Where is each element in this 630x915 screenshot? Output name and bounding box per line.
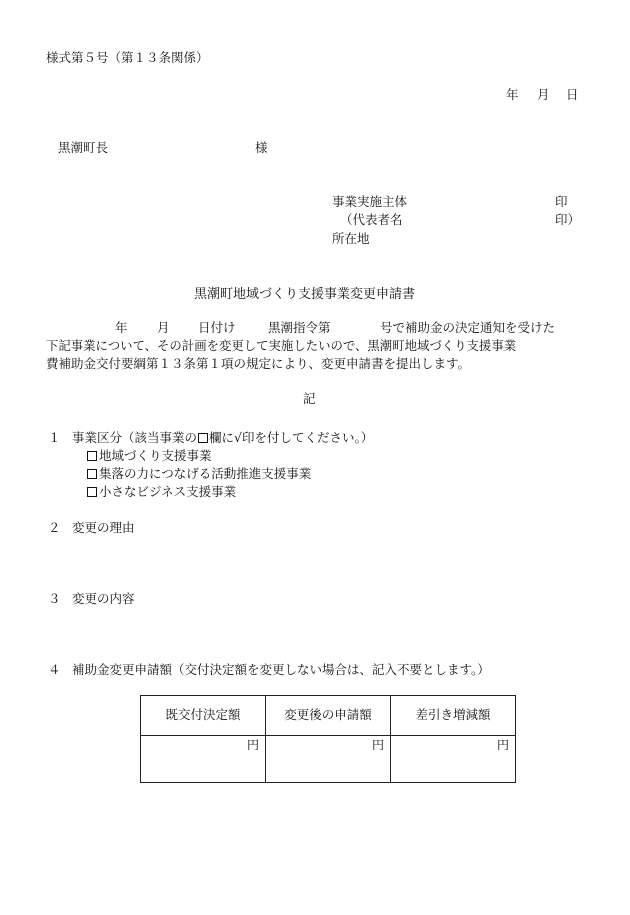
option-label: 小さなビジネス支援事業 [99, 484, 237, 499]
ki-marker: 記 [303, 391, 316, 406]
option-row[interactable] [87, 486, 236, 499]
checkbox-icon[interactable] [87, 469, 97, 479]
item3-number: ３ [48, 591, 61, 606]
checkbox-icon [198, 433, 208, 443]
body-dated: 日付け [198, 320, 236, 335]
body-month: 月 [157, 320, 170, 335]
option-row[interactable] [87, 468, 311, 481]
date-month-label: 月 [537, 87, 550, 102]
body-line2: 下記事業について、その計画を変更して実施したいので、黒潮町地域づくり支援事業 [46, 338, 517, 353]
entity-seal: 印 [555, 194, 568, 209]
checkbox-icon[interactable] [87, 451, 97, 461]
date-day-label: 日 [566, 87, 579, 102]
yen-unit: 円 [371, 738, 384, 752]
table-row [141, 736, 516, 783]
address-label: 所在地 [332, 231, 370, 246]
option-label: 集落の力につなげる活動推進支援事業 [99, 466, 312, 481]
header-prior-amount: 既交付決定額 [141, 696, 266, 736]
item1-heading [72, 432, 373, 445]
option-label: 地域づくり支援事業 [99, 448, 212, 463]
body-directive: 黒潮指令第 [268, 320, 331, 335]
document-title: 黒潮町地域づくり支援事業変更申請書 [194, 287, 416, 302]
difference-cell[interactable] [391, 736, 516, 783]
item1-heading-after: 欄に√印を付してください。） [209, 430, 374, 445]
addressee-name: 黒潮町長 [58, 140, 109, 155]
form-number: 様式第５号（第１３条関係） [46, 50, 209, 65]
body-line3: 費補助金交付要綱第１３条第１項の規定により、変更申請書を提出します。 [46, 356, 471, 371]
item4-heading: 補助金変更申請額（交付決定額を変更しない場合は、記入不要とします。） [72, 662, 490, 677]
body-line1-rest: 号で補助金の決定通知を受けた [380, 320, 556, 335]
item1-heading-before: 事業区分（該当事業の [72, 430, 198, 445]
addressee-honorific: 様 [255, 140, 268, 155]
header-difference: 差引き増減額 [391, 696, 516, 736]
amount-table [140, 695, 516, 783]
yen-unit: 円 [246, 738, 259, 752]
prior-amount-cell[interactable] [141, 736, 266, 783]
item4-number: ４ [48, 662, 61, 677]
checkbox-icon[interactable] [87, 487, 97, 497]
date-year-label: 年 [506, 87, 519, 102]
revised-amount-cell[interactable] [266, 736, 391, 783]
representative-seal: 印） [555, 212, 581, 227]
body-year: 年 [115, 320, 128, 335]
option-row[interactable] [87, 450, 212, 463]
representative-label: （代表者名 [340, 212, 403, 227]
item3-heading: 変更の内容 [72, 591, 135, 606]
item1-number: １ [48, 430, 61, 445]
entity-label: 事業実施主体 [332, 194, 408, 209]
yen-unit: 円 [496, 738, 509, 752]
item2-number: ２ [48, 520, 61, 535]
header-revised-amount: 変更後の申請額 [266, 696, 391, 736]
item2-heading: 変更の理由 [72, 520, 135, 535]
table-header-row [141, 696, 516, 736]
